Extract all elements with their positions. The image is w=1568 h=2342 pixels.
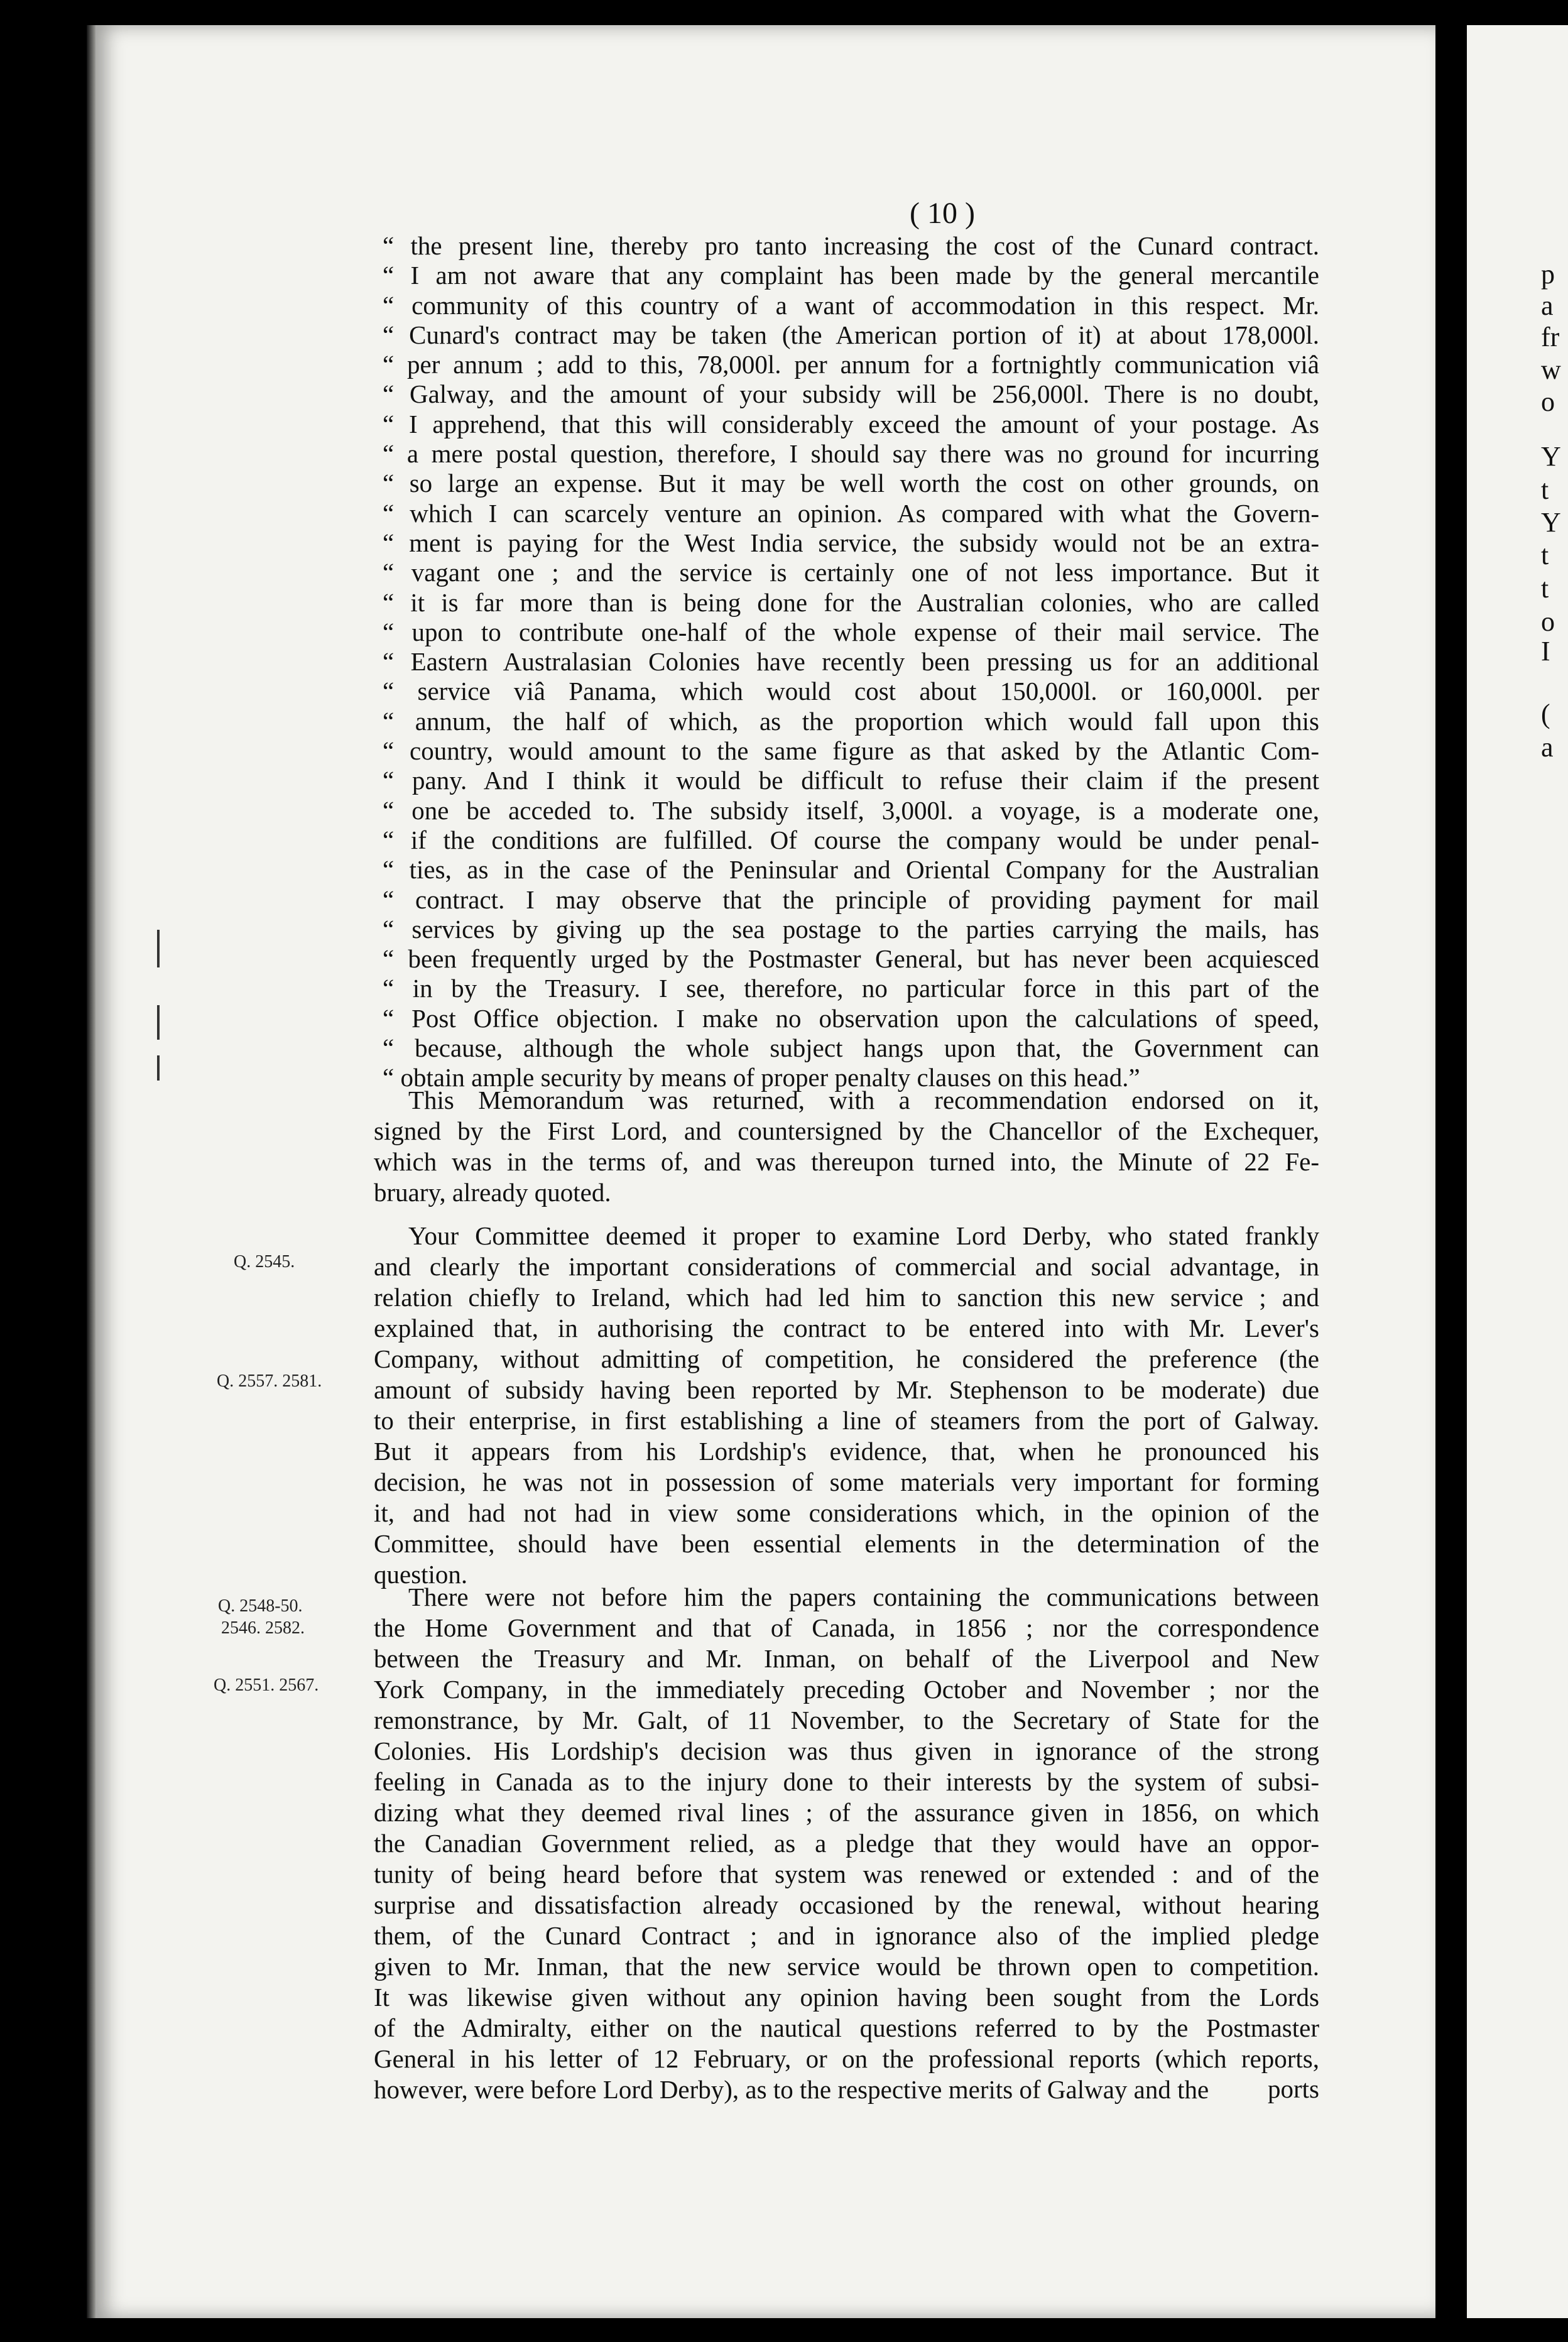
paragraph-line: given to Mr. Inman, that the new service would be thrown open to competition. <box>374 1952 1319 1981</box>
paragraph-line: amount of subsidy having been reported by Mr. Stephenson to be moderate) due <box>374 1375 1319 1404</box>
quote-line: “ it is far more than is being done for the Australian colonies, who are called <box>383 587 1319 617</box>
quote-line: “ ties, as in the case of the Peninsular and Oriental Company for the Australian <box>383 855 1319 885</box>
adjacent-page-fragment: t <box>1541 540 1549 570</box>
margin-note: 2546. 2582. <box>221 1618 305 1638</box>
quote-line: “ obtain ample security by means of proper penalty clauses on this head.” <box>383 1063 1140 1092</box>
paragraph-line: This Memorandum was returned, with a recommendation endorsed on it, <box>408 1086 1319 1114</box>
quote-line: “ services by giving up the sea postage to the parties carrying the mails, has <box>383 914 1319 944</box>
quote-line: “ Post Office objection. I make no observation upon the calculations of speed, <box>383 1003 1319 1033</box>
adjacent-page-fragment: t <box>1541 573 1549 604</box>
paragraph-line: and clearly the important considerations of commercial and social advantage, in <box>374 1252 1319 1281</box>
pencil-mark <box>157 1005 178 1040</box>
adjacent-page-fragment: o <box>1541 386 1555 417</box>
margin-note: Q. 2545. <box>234 1252 295 1272</box>
margin-note: Q. 2557. 2581. <box>217 1371 322 1391</box>
paragraph-line: remonstrance, by Mr. Galt, of 11 November, to the Secretary of State for the <box>374 1706 1319 1735</box>
paragraph-line: of the Admiralty, either on the nautical questions referred to by the Postmaster <box>374 2013 1319 2042</box>
quote-line: “ service viâ Panama, which would cost about 150,000l. or 160,000l. per <box>383 677 1319 706</box>
quoted-memorandum <box>374 231 1319 1093</box>
quote-line: “ if the conditions are fulfilled. Of course the company would be under penal- <box>383 825 1319 854</box>
paragraph-line: bruary, already quoted. <box>374 1178 611 1207</box>
quote-line: “ ment is paying for the West India service, the subsidy would not be an extra- <box>383 528 1319 557</box>
quote-line: “ community of this country of a want of accommodation in this respect. Mr. <box>383 290 1319 320</box>
paragraph-line: signed by the First Lord, and countersigned by the Chancellor of the Exchequer, <box>374 1116 1319 1145</box>
paragraph-line: York Company, in the immediately preceding October and November ; nor the <box>374 1675 1319 1704</box>
paragraph-line: dizing what they deemed rival lines ; of the assurance given in 1856, on which <box>374 1798 1319 1827</box>
quote-line: “ so large an expense. But it may be well worth the cost on other grounds, on <box>383 469 1319 498</box>
paragraph-line: tunity of being heard before that system was renewed or extended : and of the <box>374 1860 1319 1888</box>
page-number: ( 10 ) <box>910 197 975 230</box>
paragraph-line: Company, without admitting of competition, he considered the preference (the <box>374 1344 1319 1373</box>
adjacent-page-fragment: w <box>1541 354 1561 385</box>
margin-note: Q. 2548-50. <box>218 1596 303 1616</box>
paragraph-memorandum-returned <box>374 1085 1319 1208</box>
paragraph-line: between the Treasury and Mr. Inman, on behalf of the Liverpool and New <box>374 1644 1319 1673</box>
adjacent-page-fragment: o <box>1541 606 1555 637</box>
quote-line: “ Galway, and the amount of your subsidy will be 256,000l. There is no doubt, <box>383 379 1319 409</box>
paragraph-line: them, of the Cunard Contract ; and in ignorance also of the implied pledge <box>374 1921 1319 1950</box>
adjacent-page-fragment: a <box>1541 732 1554 763</box>
paragraph-line: relation chiefly to Ireland, which had led him to sanction this new service ; and <box>374 1283 1319 1312</box>
pencil-mark <box>157 1055 178 1081</box>
quote-line: “ a mere postal question, therefore, I should say there was no ground for incurring <box>383 439 1319 469</box>
quote-line: “ annum, the half of which, as the proportion which would fall upon this <box>383 706 1319 736</box>
paragraph-line: feeling in Canada as to the injury done to their interests by the system of subsi- <box>374 1767 1319 1796</box>
paragraph-papers-not-before-him <box>374 1582 1319 2105</box>
adjacent-page-fragment: ( <box>1541 699 1550 729</box>
adjacent-page-fragment: fr <box>1541 322 1560 352</box>
adjacent-page-fragment: p <box>1541 259 1555 290</box>
paragraph-line: question. <box>374 1560 468 1589</box>
quote-line: “ per annum ; add to this, 78,000l. per annum for a fortnightly communication viâ <box>383 350 1319 379</box>
quote-line: “ Eastern Australasian Colonies have recently been pressing us for an additional <box>383 647 1319 677</box>
paragraph-line: Colonies. His Lordship's decision was thus given in ignorance of the strong <box>374 1736 1319 1765</box>
adjacent-page-fragment: a <box>1541 290 1554 321</box>
paragraph-line: But it appears from his Lordship's evidence, that, when he pronounced his <box>374 1437 1319 1466</box>
quote-line: “ one be acceded to. The subsidy itself, 3,000l. a voyage, is a moderate one, <box>383 795 1319 825</box>
quote-line: “ Cunard's contract may be taken (the American portion of it) at about 178,000l. <box>383 320 1319 349</box>
quote-line: “ been frequently urged by the Postmaster General, but has never been acquiesced <box>383 944 1319 974</box>
paragraph-line: however, were before Lord Derby), as to the respective merits of Galway and the <box>374 2075 1209 2104</box>
adjacent-page-fragment: Y <box>1541 507 1561 538</box>
paragraph-line: It was likewise given without any opinion having been sought from the Lords <box>374 1983 1319 2012</box>
quote-line: “ vagant one ; and the service is certainly one of not less importance. But it <box>383 558 1319 587</box>
catchword: ports <box>1268 2074 1319 2103</box>
paragraph-line: which was in the terms of, and was thereupon turned into, the Minute of 22 Fe- <box>374 1147 1319 1176</box>
paragraph-line: it, and had not had in view some considerations which, in the opinion of the <box>374 1498 1319 1527</box>
paragraph-line: surprise and dissatisfaction already occasioned by the renewal, without hearing <box>374 1890 1319 1919</box>
quote-line: “ in by the Treasury. I see, therefore, no particular force in this part of the <box>383 974 1319 1003</box>
margin-note: Q. 2551. 2567. <box>214 1675 319 1695</box>
quote-line: “ contract. I may observe that the principle of providing payment for mail <box>383 885 1319 914</box>
paragraph-line: General in his letter of 12 February, or on the professional reports (which reports, <box>374 2044 1319 2073</box>
adjacent-page-fragment: I <box>1541 636 1550 667</box>
quote-line: “ I apprehend, that this will considerably exceed the amount of your postage. As <box>383 409 1319 438</box>
paragraph-lord-derby <box>374 1221 1319 1590</box>
quote-line: “ which I can scarcely venture an opinion. As compared with what the Govern- <box>383 498 1319 528</box>
paragraph-line: the Canadian Government relied, as a pledge that they would have an oppor- <box>374 1829 1319 1858</box>
quote-line: “ the present line, thereby pro tanto increasing the cost of the Cunard contract. <box>383 231 1319 260</box>
pencil-mark <box>157 930 178 967</box>
catchword-line <box>374 2074 1319 2105</box>
paragraph-line: decision, he was not in possession of some materials very important for forming <box>374 1468 1319 1496</box>
quote-line: “ pany. And I think it would be difficult to refuse their claim if the present <box>383 766 1319 795</box>
quote-line: “ I am not aware that any complaint has been made by the general mercantile <box>383 261 1319 290</box>
paragraph-line: Your Committee deemed it proper to examine Lord Derby, who stated frankly <box>408 1221 1319 1250</box>
quote-line: “ upon to contribute one-half of the whole expense of their mail service. The <box>383 617 1319 646</box>
adjacent-page-fragment: Y <box>1541 441 1561 472</box>
paragraph-line: to their enterprise, in first establishing a line of steamers from the port of Galway. <box>374 1406 1319 1435</box>
adjacent-page-fragment: t <box>1541 474 1549 505</box>
paragraph-line: Committee, should have been essential elements in the determination of the <box>374 1529 1319 1558</box>
adjacent-page-edge <box>1467 25 1568 2318</box>
paragraph-line: explained that, in authorising the contract to be entered into with Mr. Lever's <box>374 1314 1319 1343</box>
paragraph-line: the Home Government and that of Canada, in 1856 ; nor the correspondence <box>374 1613 1319 1642</box>
paragraph-line: There were not before him the papers containing the communications between <box>408 1582 1319 1611</box>
quote-line: “ country, would amount to the same figure as that asked by the Atlantic Com- <box>383 736 1319 766</box>
quote-line: “ because, although the whole subject hangs upon that, the Government can <box>383 1033 1319 1063</box>
